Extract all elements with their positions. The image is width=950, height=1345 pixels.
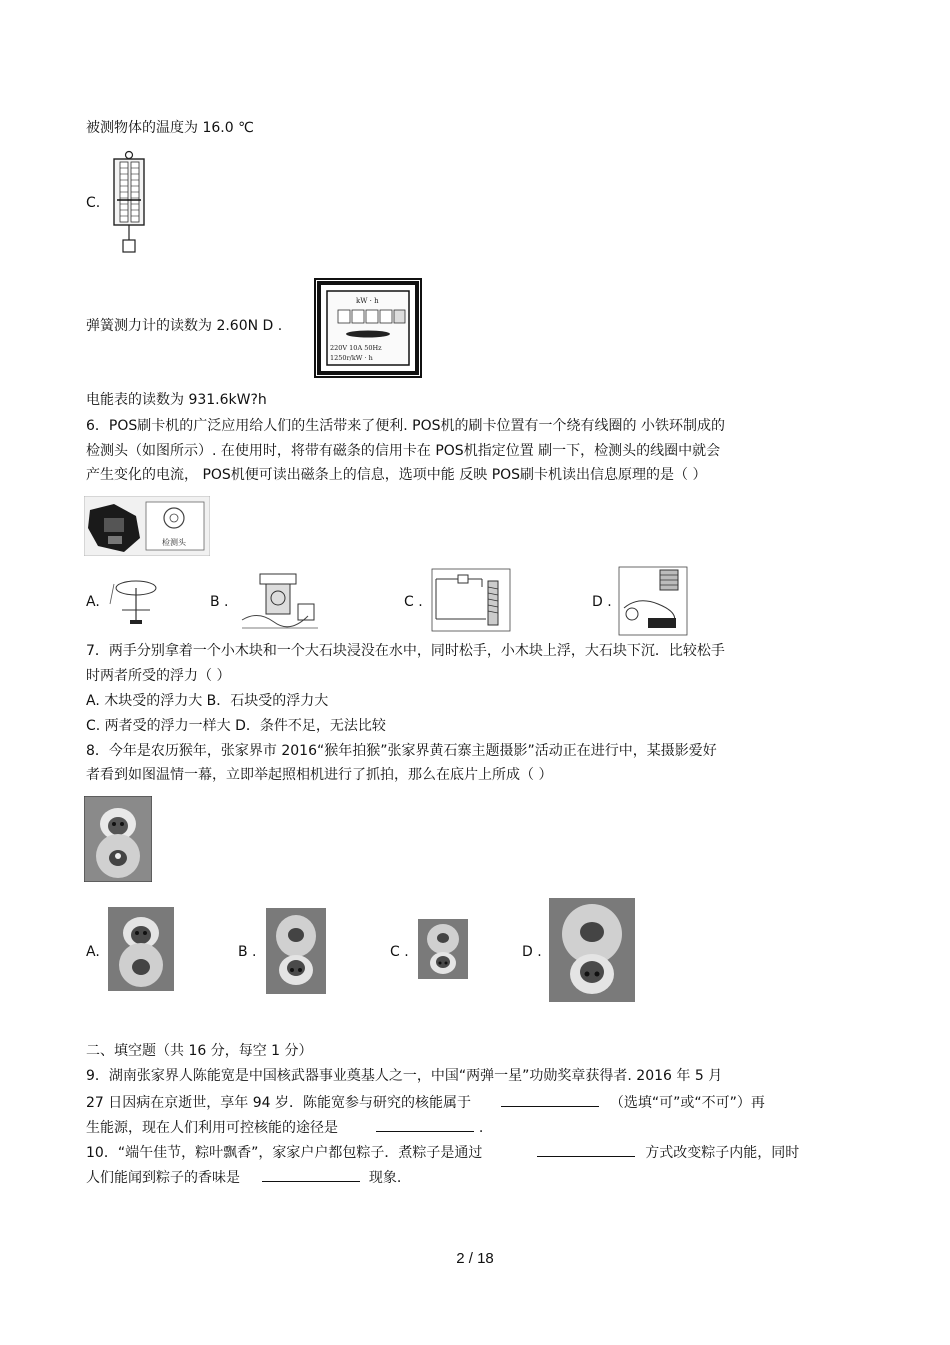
section-2-heading: 二、填空题（共 16 分，每空 1 分） xyxy=(86,1043,313,1059)
q10-line-1 xyxy=(86,1142,799,1161)
page-number: 2 / 18 xyxy=(456,1250,494,1267)
text-spring-scale-reading: 弹簧测力计的读数为 2.60N D . xyxy=(86,318,283,334)
monkey-photo-figure xyxy=(84,796,152,882)
q7-line-1: 7．两手分别拿着一个小木块和一个大石块浸没在水中，同时松手，小木块上浮，大石块下沉．比较松手 xyxy=(86,643,725,659)
q10-line-1-text-b: 方式改变粽子内能，同时 xyxy=(645,1145,800,1161)
q6-line-3: 产生变化的电流， POS机便可读出磁条上的信息，选项中能 反映 POS刷卡机读出信息原理的是（ ） xyxy=(86,467,707,483)
pos-machine-figure xyxy=(84,496,210,556)
q6-option-a-label: A. xyxy=(86,594,100,610)
q7-options-cd: C. 两者受的浮力一样大 D．条件不足，无法比较 xyxy=(86,718,386,734)
q9-line-2-text-b: （选填“可”或“不可”）再 xyxy=(609,1095,765,1111)
meter-unit-label: kW · h xyxy=(356,297,379,305)
q9-line-1: 9．湖南张家界人陈能宽是中国核武器事业奠基人之一，中国“两弹一星”功勋奖章获得者. 2016 年 5 月 xyxy=(86,1068,723,1084)
q9-line-2 xyxy=(86,1092,765,1111)
q6-option-d-label: D . xyxy=(592,594,612,610)
option-c-label: C. xyxy=(86,195,101,211)
q9-line-3-text-b: . xyxy=(478,1120,484,1136)
q10-blank-2[interactable] xyxy=(262,1167,360,1182)
q10-line-1-text-a: 10．“端午佳节，粽叶飘香”，家家户户都包粽子．煮粽子是通过 xyxy=(86,1145,483,1161)
text-temperature-reading: 被测物体的温度为 16.0 ℃ xyxy=(86,120,254,136)
q7-line-2: 时两者所受的浮力（ ） xyxy=(86,668,231,684)
pos-figure-label: 检测头 xyxy=(162,538,186,547)
q8-option-c-figure xyxy=(418,919,468,979)
q9-blank-1[interactable] xyxy=(501,1092,599,1107)
q8-option-c-label: C . xyxy=(390,944,409,960)
q9-line-3 xyxy=(86,1117,483,1136)
q6-option-a-figure xyxy=(108,574,164,630)
electric-meter-figure xyxy=(314,278,422,378)
q6-option-c-label: C . xyxy=(404,594,423,610)
text-meter-reading: 电能表的读数为 931.6kW?h xyxy=(86,392,267,408)
meter-spec-line1: 220V 10A 50Hz xyxy=(330,344,382,352)
q6-line-1: 6．POS刷卡机的广泛应用给人们的生活带来了便利. POS机的刷卡位置有一个绕有线圈的 小铁环制成的 xyxy=(86,418,725,434)
q10-line-2 xyxy=(86,1167,401,1186)
q9-line-3-text-a: 生能源，现在人们利用可控核能的途径是 xyxy=(86,1120,338,1136)
meter-spec-line2: 1250r/kW · h xyxy=(330,354,373,362)
q8-line-1: 8．今年是农历猴年，张家界市 2016“猴年拍猴”张家界黄石寨主题摄影”活动正在进行中，某摄影爱好 xyxy=(86,743,717,759)
q6-option-d-figure xyxy=(618,566,688,636)
q8-option-b-figure xyxy=(266,908,326,994)
q8-option-a-label: A. xyxy=(86,944,100,960)
q10-blank-1[interactable] xyxy=(537,1142,635,1157)
q8-option-b-label: B . xyxy=(238,944,257,960)
spring-scale-figure xyxy=(108,150,150,256)
q9-line-2-text-a: 27 日因病在京逝世，享年 94 岁．陈能宽参与研究的核能属于 xyxy=(86,1095,471,1111)
q10-line-2-text-a: 人们能闻到粽子的香味是 xyxy=(86,1170,240,1186)
q8-option-a-figure xyxy=(108,907,174,991)
q6-option-b-figure xyxy=(238,570,322,632)
q6-line-2: 检测头（如图所示）. 在使用时，将带有磁条的信用卡在 POS机指定位置 刷一下，检测头的线圈中就会 xyxy=(86,443,721,459)
q7-options-ab: A. 木块受的浮力大 B．石块受的浮力大 xyxy=(86,693,329,709)
q8-option-d-figure xyxy=(549,898,635,1002)
q6-option-c-figure xyxy=(430,567,512,633)
q10-line-2-text-b: 现象. xyxy=(368,1170,402,1186)
q6-option-b-label: B . xyxy=(210,594,229,610)
q8-line-2: 者看到如图温情一幕，立即举起照相机进行了抓拍，那么在底片上所成（ ） xyxy=(86,767,553,783)
q9-blank-2[interactable] xyxy=(376,1117,474,1132)
q8-option-d-label: D . xyxy=(522,944,542,960)
